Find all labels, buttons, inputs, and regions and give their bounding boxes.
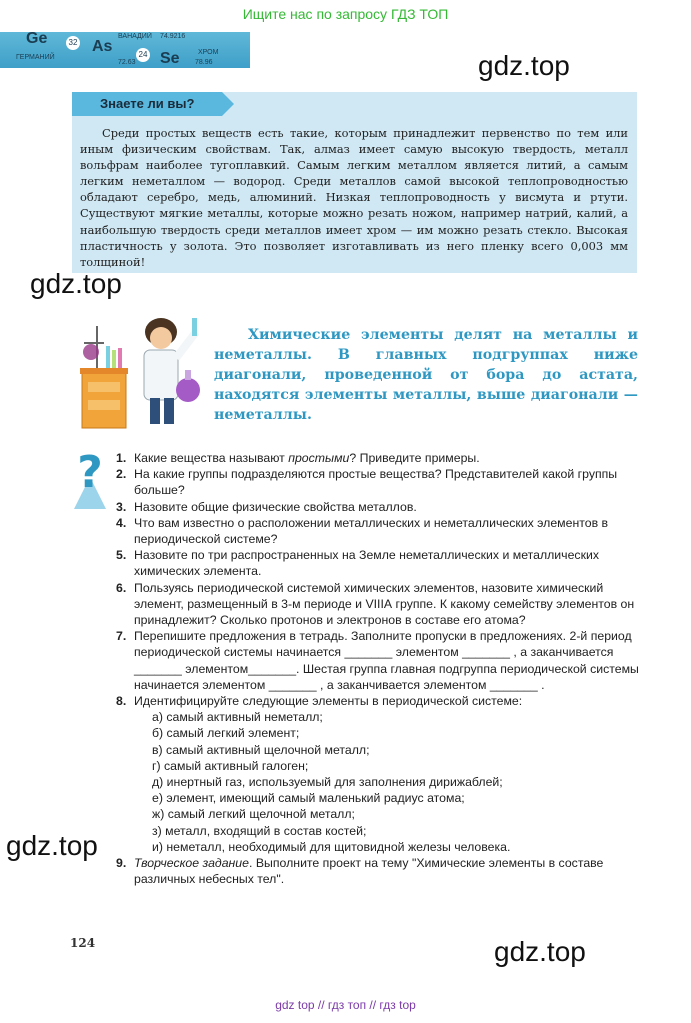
element-mass: 74.9216	[160, 33, 186, 40]
page-number: 124	[70, 936, 96, 950]
did-you-know-title: Знаете ли вы?	[72, 92, 222, 116]
element-symbol: Ge	[26, 32, 48, 47]
element-symbol: Se	[160, 50, 180, 67]
footer-links[interactable]: gdz top // гдз топ // гдз top	[275, 998, 416, 1012]
question-item: 7. Перепишите предложения в тетрадь. Заполните пропуски в предложениях. 2-й период периодической системы начинается _______ элементом _______ , а заканчивается _______ элементом_______. Шестая группа главная подгруппа периодической системы начинается элементом _______ , а заканчивается элементом _______ .	[116, 629, 639, 692]
sub-item: д) инертный газ, используемый для заполнения дирижаблей;	[152, 775, 503, 790]
element-name: ВАНАДИЙ	[118, 33, 152, 40]
watermark: gdz.top	[478, 50, 570, 81]
element-mass: 72.63	[118, 59, 136, 66]
watermark: gdz.top	[494, 936, 586, 967]
key-fact-text: Химические элементы делят на металлы и неметаллы. В главных подгруппах ниже диагонали, проведенной от бора до астата, находятся элементы металлы, выше диагонали — неметаллы.	[214, 327, 638, 423]
svg-text:?: ?	[77, 447, 103, 498]
watermark: gdz.top	[6, 830, 98, 861]
element-symbol: As	[92, 38, 113, 55]
element-number: 24	[136, 48, 150, 62]
question-item: 4. Что вам известно о расположении металлических и неметаллических элементов в периодической системе?	[116, 515, 609, 547]
question-item: 6. Пользуясь периодической системой химических элементов, назовите химический элемент, размещенный в 3-м периоде и VIIIА группе. К какому семейству элементов он принадлежит? Сколько протонов и электронов в составе его атома?	[116, 580, 635, 628]
sub-item: г) самый активный галоген;	[152, 758, 309, 773]
element-name: ХРОМ	[198, 49, 219, 56]
question-item: 3. Назовите общие физические свойства металлов.	[116, 499, 417, 514]
question-item: 1. Какие вещества называют простыми? Приведите примеры.	[116, 451, 480, 465]
sub-item: а) самый активный неметалл;	[152, 710, 323, 725]
question-item: 9. Творческое задание. Выполните проект на тему "Химические элементы в составе различных небесных тел".	[116, 856, 604, 887]
question-item: 8. Идентифицируйте следующие элементы в периодической системе: а) самый активный неметалл; б) самый легкий элемент; в) самый активный щелочной металл; г) самый активный галоген; д) инертный газ, используемый для заполнения дирижаблей; е) элемент, имеющий самый маленький радиус атома; ж) самый легкий щелочной металл; з) металл, входящий в состав костей; и) неметалл, необходимый для щитовидной железы человека.	[116, 693, 644, 855]
question-list	[116, 450, 644, 887]
sub-item: е) элемент, имеющий самый маленький радиус атома;	[152, 791, 465, 806]
did-you-know-text: Среди простых веществ есть такие, которым принадлежит первенство по тем или иным физическим свойствам. Так, алмаз имеет самую высокую твердость, металл вольфрам наиболее тугоплавкий. Самым легким металлом является литий, а самым легким неметаллом — водород. Среди металлов самой высокой теплопроводностью обладают серебро, медь, алюминий. Низкая теплопроводность у висмута и ртути. Существуют мягкие металлы, которые можно резать ножом, например натрий, калий, а наибольшую твердость среди металлов имеет хром — им можно резать стекло. Высокая пластичность у золота. Это позволяет изготавливать из него пленку всего 0,003 мм толщиной!	[80, 126, 628, 269]
element-mass: 78.96	[195, 59, 213, 66]
question-icon	[68, 447, 112, 515]
question-item: 2. На какие группы подразделяются простые вещества? Представителей какой группы больше?	[116, 467, 618, 498]
watermark: gdz.top	[30, 268, 122, 299]
scientist-illustration	[76, 312, 206, 430]
sub-item: ж) самый легкий щелочной металл;	[152, 807, 355, 822]
element-name: ГЕРМАНИЙ	[16, 54, 55, 61]
sub-item: и) неметалл, необходимый для щитовидной железы человека.	[152, 839, 511, 854]
question-item: 5. Назовите по три распространенных на Земле неметаллических и металлических химических элемента.	[116, 548, 599, 579]
sub-item: в) самый активный щелочной металл;	[152, 742, 370, 757]
element-number: 32	[66, 36, 80, 50]
top-banner[interactable]: Ищите нас по запросу ГДЗ ТОП	[242, 6, 449, 22]
sub-item: з) металл, входящий в состав костей;	[152, 823, 367, 838]
sub-list	[134, 709, 644, 855]
periodic-table-fragment	[0, 32, 250, 68]
sub-item: б) самый легкий элемент;	[152, 726, 300, 741]
